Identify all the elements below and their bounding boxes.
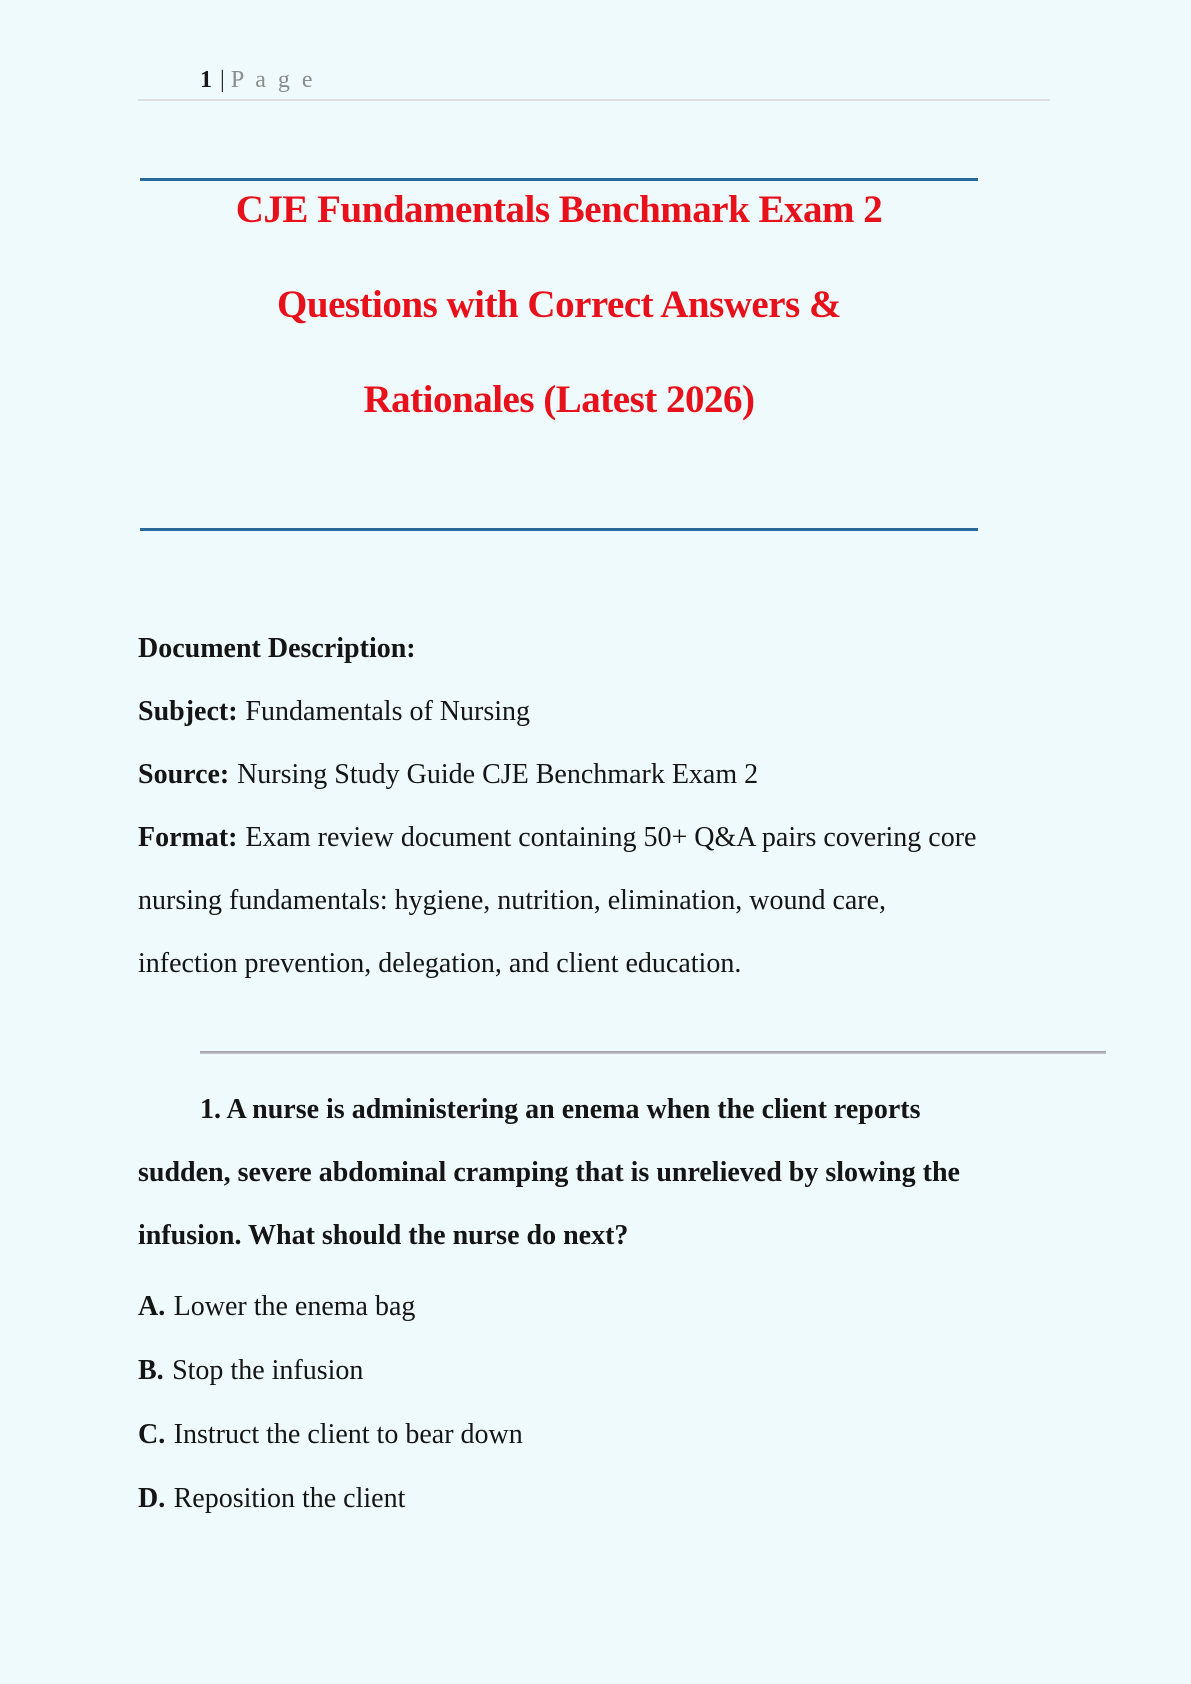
title-rule-bottom <box>140 528 978 531</box>
option-letter: D. <box>138 1483 166 1514</box>
option-letter: B. <box>138 1355 164 1386</box>
format-label: Format: <box>138 822 238 853</box>
answer-option-d <box>138 1467 1088 1531</box>
format-text: Exam review document containing 50+ Q&A pairs covering core <box>245 822 977 853</box>
answer-options <box>138 1275 1088 1531</box>
option-text: Reposition the client <box>173 1483 406 1514</box>
answer-option-c <box>138 1403 1088 1467</box>
subject-label: Subject: <box>138 696 238 727</box>
question-line-1: 1. A nurse is administering an enema when the client reports <box>200 1094 921 1125</box>
description-format <box>138 806 1083 869</box>
document-description <box>138 617 1083 995</box>
option-text: Instruct the client to bear down <box>173 1419 523 1450</box>
document-title <box>140 162 978 447</box>
title-line-1: CJE Fundamentals Benchmark Exam 2 <box>235 188 883 231</box>
header-rule <box>138 99 1050 101</box>
description-source <box>138 743 1083 806</box>
answer-option-a <box>138 1275 1088 1339</box>
source-text: Nursing Study Guide CJE Benchmark Exam 2 <box>237 759 759 790</box>
description-subject <box>138 680 1083 743</box>
page-separator: | <box>220 67 225 93</box>
page-number: 1 <box>200 67 212 93</box>
title-line-2: Questions with Correct Answers & <box>277 283 841 326</box>
page-header <box>138 62 1050 98</box>
description-format-cont: nursing fundamentals: hygiene, nutrition, elimination, wound care, <box>138 885 887 916</box>
title-line-3: Rationales (Latest 2026) <box>363 378 755 421</box>
page-label: P a g e <box>230 67 316 93</box>
source-label: Source: <box>138 759 230 790</box>
option-text: Stop the infusion <box>172 1355 364 1386</box>
description-heading: Document Description: <box>138 633 416 664</box>
question-line-2: sudden, severe abdominal cramping that is unrelieved by slowing the <box>138 1157 960 1188</box>
question-line-3: infusion. What should the nurse do next? <box>138 1220 629 1251</box>
option-letter: C. <box>138 1419 166 1450</box>
option-text: Lower the enema bag <box>173 1291 416 1322</box>
answer-option-b <box>138 1339 1088 1403</box>
description-format-cont: infection prevention, delegation, and client education. <box>138 948 742 979</box>
option-letter: A. <box>138 1291 166 1322</box>
subject-text: Fundamentals of Nursing <box>245 696 531 727</box>
question-1 <box>138 1078 1088 1267</box>
section-divider <box>200 1051 1106 1054</box>
